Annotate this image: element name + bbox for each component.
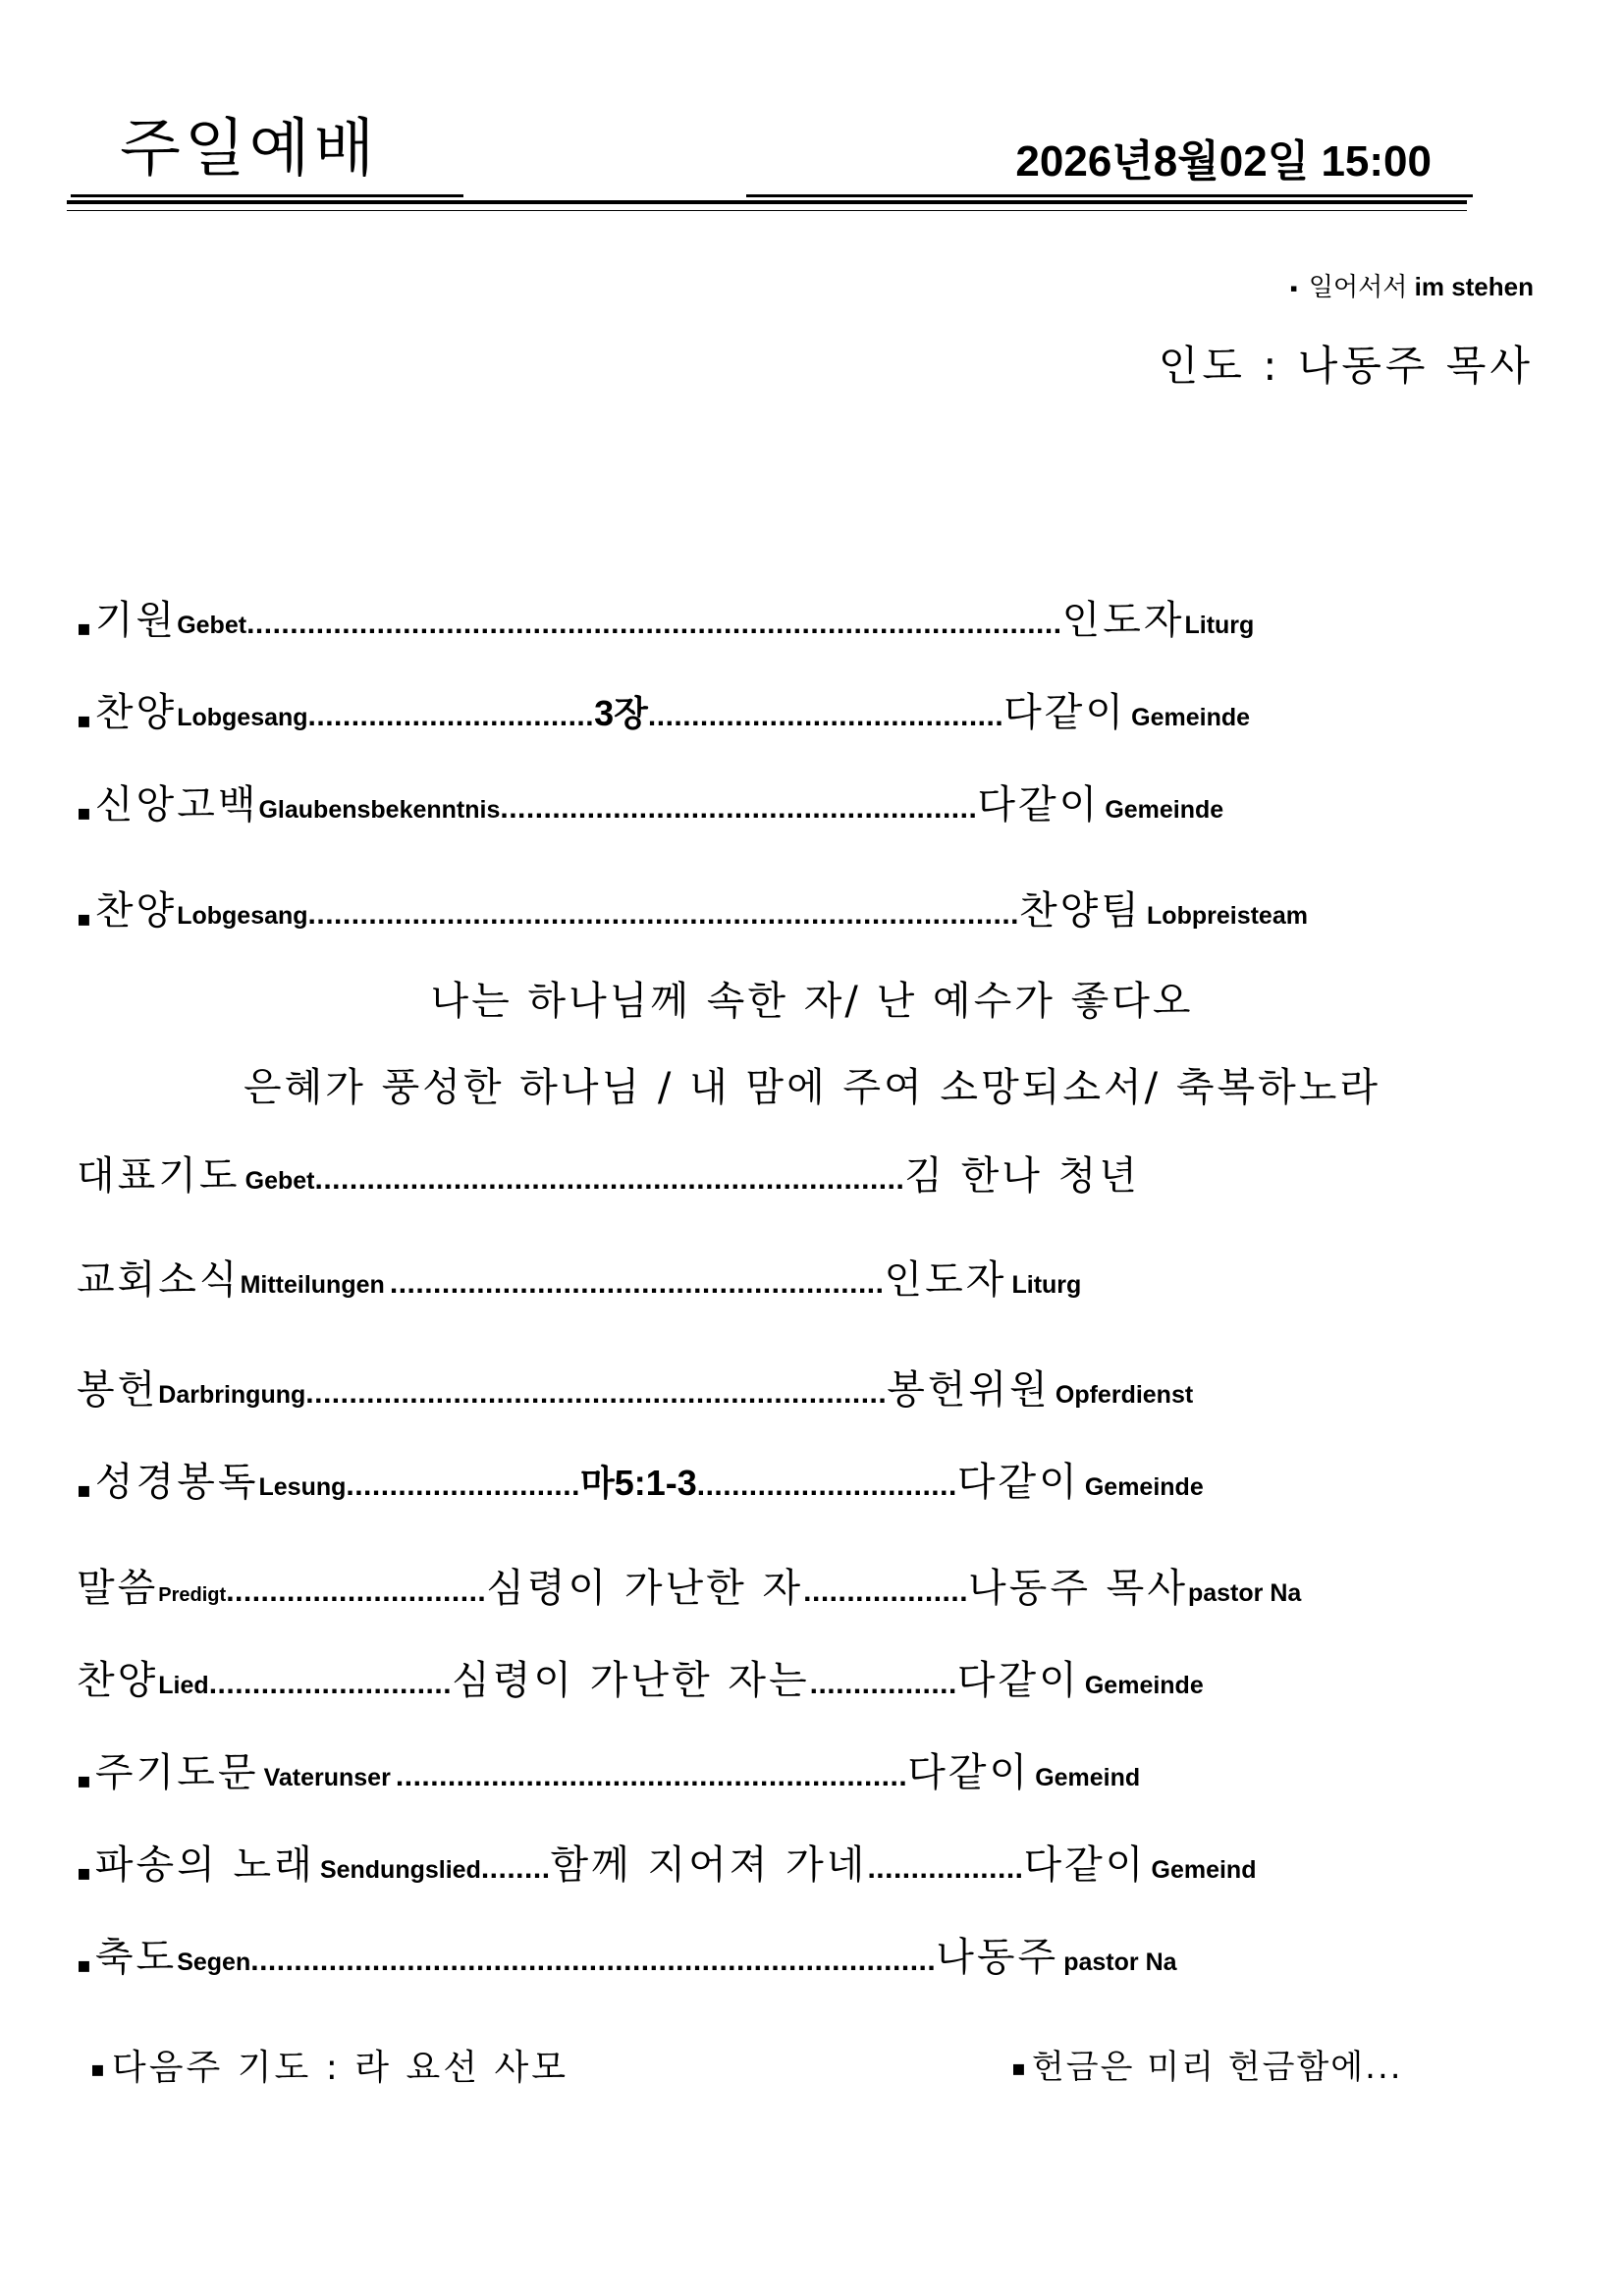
item-right-ko: 찬양팀 <box>1019 888 1142 934</box>
dot-leader: ............................................................................... <box>250 1945 937 1977</box>
order-row-offering <box>77 1359 1193 1415</box>
item-de: Lobgesang <box>177 704 308 731</box>
order-row-reading <box>77 1451 1204 1507</box>
song-line-1: 나는 하나님께 속한 자/ 난 예수가 좋다오 <box>430 979 1194 1024</box>
dot-leader: ................. <box>809 1668 957 1700</box>
header-rule-top-right <box>746 194 1473 197</box>
song-line-2: 은혜가 풍성한 하나님 / 내 맘에 주여 소망되소서/ 축복하노라 <box>243 1065 1381 1110</box>
item-ko: 대표기도 <box>77 1153 241 1199</box>
item-right-ko: 다같이 <box>1023 1842 1147 1888</box>
dot-leader: ......................................................... <box>389 1267 885 1300</box>
header-rule-thin <box>67 210 1467 211</box>
item-right-de: Gemeinde <box>1105 796 1224 824</box>
order-row-benediction <box>77 1926 1177 1982</box>
bullet-icon: ▪ <box>1289 276 1298 301</box>
item-right-ko: 인도자 <box>1061 598 1185 643</box>
item-right-de: Gemeind <box>1035 1764 1141 1791</box>
service-date: 2026년8월02일 15:00 <box>1015 137 1432 186</box>
dot-leader: ................................................................... <box>305 1377 888 1410</box>
item-de: Lied <box>158 1672 209 1699</box>
item-right-de: Gemeinde <box>1084 1672 1204 1699</box>
item-ko: 신앙고백 <box>94 782 259 828</box>
order-row-invocation <box>77 589 1254 645</box>
item-ko: 축도 <box>94 1935 178 1980</box>
dot-leader: ......................................... <box>647 700 1004 732</box>
item-right-ko: 다같이 <box>977 782 1101 828</box>
item-mid: 마5:1-3 <box>579 1463 697 1503</box>
dot-leader: ....................................................... <box>500 792 978 825</box>
item-ko: 찬양 <box>77 1658 159 1703</box>
item-mid: 심령이 가난한 자는 <box>452 1658 810 1703</box>
dot-leader: ................... <box>803 1575 969 1608</box>
item-right-de: Gemeind <box>1151 1856 1257 1884</box>
bullet-icon: ▪ <box>77 709 91 733</box>
item-ko: 말씀 <box>77 1566 159 1611</box>
bullet-icon: ▪ <box>1011 2056 1028 2081</box>
footer-right-text: 헌금은 미리 헌금함에... <box>1031 2048 1403 2087</box>
item-de: Segen <box>177 1949 251 1976</box>
item-right-ko: 다같이 <box>907 1750 1031 1795</box>
dot-leader: ........................................................... <box>395 1760 908 1792</box>
item-mid: 함께 지어져 가네 <box>550 1842 868 1888</box>
stand-note-de: im stehen <box>1414 272 1534 301</box>
item-right-de: Liturg <box>1011 1271 1082 1299</box>
item-right-ko: 다같이 <box>956 1460 1080 1505</box>
header-rule-top-left <box>71 194 463 197</box>
item-de: Vaterunser <box>263 1764 391 1791</box>
item-ko: 찬양 <box>94 690 178 735</box>
dot-leader: ............................ <box>208 1668 453 1700</box>
item-right-de: pastor Na <box>1187 1579 1302 1607</box>
item-ko: 찬양 <box>94 888 178 934</box>
item-right-de: pastor Na <box>1063 1949 1177 1976</box>
item-right-ko: 봉헌위원 <box>887 1367 1051 1413</box>
dot-leader: ................................. <box>307 700 595 732</box>
footer-left-text: 다음주 기도 : 라 요선 사모 <box>111 2048 569 2088</box>
order-row-announcements <box>77 1249 1081 1305</box>
order-row-hymn-1 <box>77 681 1250 737</box>
order-row-prayer <box>77 1145 1140 1201</box>
item-right-ko: 다같이 <box>956 1658 1080 1703</box>
bullet-icon: ▪ <box>77 1769 91 1793</box>
order-row-sermon <box>77 1557 1301 1613</box>
bullet-icon: ▪ <box>77 907 91 932</box>
item-ko: 기원 <box>94 598 178 643</box>
dot-leader: .................................................................... <box>314 1163 905 1196</box>
order-row-sending-song <box>77 1834 1256 1890</box>
item-right-de: Gemeinde <box>1084 1473 1204 1501</box>
bullet-icon: ▪ <box>77 1861 91 1886</box>
item-mid: 심령이 가난한 자 <box>486 1566 804 1611</box>
stand-note <box>1290 267 1534 303</box>
item-de: Lesung <box>258 1473 347 1501</box>
item-right-ko: 다같이 <box>1003 690 1127 735</box>
item-de: Glaubensbekenntnis <box>258 796 501 824</box>
item-right-ko: 나동주 <box>936 1935 1059 1980</box>
item-de: Darbringung <box>158 1381 306 1409</box>
header-rule <box>67 200 1467 204</box>
item-right-de: Liturg <box>1184 612 1255 639</box>
page-title: 주일예배 <box>120 113 379 186</box>
order-row-hymn-3 <box>77 1649 1204 1705</box>
dot-leader: .............................. <box>226 1575 487 1608</box>
item-right-ko: 김 한나 청년 <box>904 1153 1140 1199</box>
dot-leader: .................. <box>867 1852 1024 1885</box>
bullet-icon: ▪ <box>77 1953 91 1978</box>
item-ko: 교회소식 <box>77 1257 241 1303</box>
dot-leader: .............................................................................................. <box>246 608 1062 640</box>
order-row-creed <box>77 774 1223 829</box>
item-right-ko: 나동주 목사 <box>968 1566 1188 1611</box>
bullet-icon: ▪ <box>77 616 91 641</box>
item-ko: 파송의 노래 <box>94 1842 315 1888</box>
item-de: Predigt <box>158 1584 227 1606</box>
stand-note-ko: 일어서서 <box>1308 273 1408 302</box>
bullet-icon: ▪ <box>90 2056 108 2082</box>
item-right-de: Gemeinde <box>1131 704 1251 731</box>
order-row-hymn-2 <box>77 880 1308 935</box>
item-de: Sendungslied <box>319 1856 481 1884</box>
item-de: Gebet <box>177 612 247 639</box>
dot-leader: ........ <box>480 1852 551 1885</box>
item-de: Gebet <box>244 1167 315 1195</box>
bullet-icon: ▪ <box>77 801 91 826</box>
dot-leader: ........................... <box>346 1469 580 1502</box>
dot-leader: .................................................................................. <box>307 898 1020 931</box>
item-ko: 주기도문 <box>94 1750 259 1795</box>
item-ko: 봉헌 <box>77 1367 159 1413</box>
item-right-de: Lobpreisteam <box>1147 902 1308 930</box>
item-ko: 성경봉독 <box>94 1460 259 1505</box>
footer-offering-note <box>1011 2040 1403 2088</box>
item-de: Lobgesang <box>177 902 308 930</box>
footer-next-prayer <box>90 2040 568 2090</box>
item-right-de: Opferdienst <box>1055 1381 1194 1409</box>
leader-line: 인도 : 나동주 목사 <box>1158 342 1534 390</box>
item-de: Mitteilungen <box>240 1271 385 1299</box>
item-right-ko: 인도자 <box>884 1257 1007 1303</box>
item-mid: 3장 <box>594 693 648 733</box>
bullet-icon: ▪ <box>77 1478 91 1503</box>
dot-leader: .............................. <box>696 1469 957 1502</box>
order-row-lords-prayer <box>77 1741 1140 1797</box>
